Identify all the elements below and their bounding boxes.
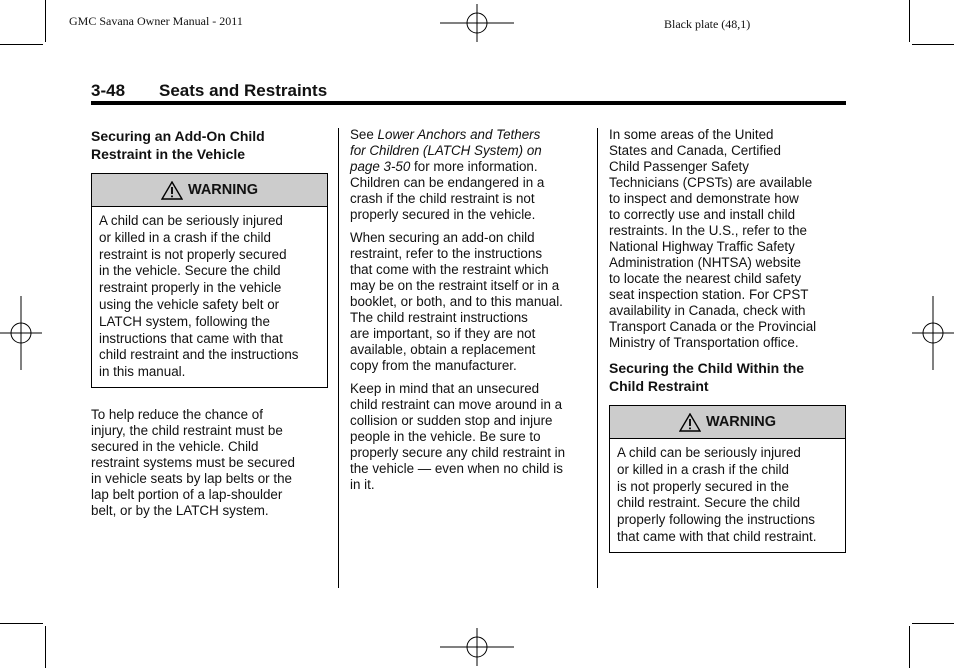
body-paragraph: In some areas of the United States and Canada, Certified Child Passenger Safety Technicians (CPSTs) are available to inspect and demonstrate how to correctly use and install child restraints. In the U.S., refer to the National Highway Traffic Safety Administration (NHTSA) website to locate the nearest child safety seat inspection station. For CPST availability in Canada, check with Transport Canada or the Provincial Ministry of Transportation office. bbox=[609, 127, 817, 350]
column-divider bbox=[597, 128, 598, 588]
column-divider bbox=[338, 128, 339, 588]
trim-mark bbox=[909, 0, 910, 42]
cross-reference-link[interactable]: for Children (LATCH System) on bbox=[350, 143, 542, 158]
cross-reference-link[interactable]: Lower Anchors and Tethers bbox=[377, 127, 541, 142]
warning-triangle-icon bbox=[161, 181, 183, 200]
section-title: Seats and Restraints bbox=[159, 81, 328, 100]
warning-triangle-icon bbox=[679, 413, 701, 432]
warning-label: WARNING bbox=[705, 414, 777, 430]
warning-header bbox=[610, 406, 845, 439]
body-paragraph: When securing an add-on child restraint, refer to the instructions that come with the restraint which may be on the restraint itself or in a booklet, or both, and to this manual. The child restraint instructions are important, so if they are not available, obtain a replacement copy from the manufacturer. bbox=[350, 230, 563, 373]
section-rule bbox=[91, 101, 846, 105]
cross-reference-link[interactable]: page 3-50 bbox=[350, 159, 411, 174]
warning-box bbox=[609, 405, 846, 553]
warning-label: WARNING bbox=[187, 182, 259, 198]
trim-mark bbox=[912, 44, 954, 45]
trim-mark bbox=[909, 626, 910, 668]
body-paragraph: To help reduce the chance of injury, the child restraint must be secured in the vehicle. Child restraint systems must be secured in vehicle seats by lap belts or the lap belt portion of a lap-shoulder belt, or by the LATCH system. bbox=[91, 406, 295, 518]
warning-text: A child can be seriously injured or killed in a crash if the child is not properly secured in the child restraint. Secure the child properly following the instructions that came with that child restraint. bbox=[617, 445, 817, 544]
trim-mark bbox=[0, 44, 43, 45]
trim-mark bbox=[912, 623, 954, 624]
registration-mark-icon bbox=[912, 296, 954, 370]
page-number: 3-48 bbox=[91, 81, 126, 100]
subsection-heading: Securing the Child Within the Child Restraint bbox=[609, 360, 805, 394]
registration-mark-icon bbox=[440, 4, 514, 42]
column-2 bbox=[350, 127, 590, 493]
body-paragraph: Keep in mind that an unsecured child restraint can move around in a collision or sudden stop and injure people in the vehicle. Be sure to properly secure any child restraint in the vehicle — even when no child is in it. bbox=[350, 381, 566, 492]
trim-mark bbox=[0, 623, 43, 624]
column-3 bbox=[609, 127, 846, 553]
running-header-plate: Black plate (48,1) bbox=[664, 17, 751, 31]
running-header-title: GMC Savana Owner Manual - 2011 bbox=[69, 14, 243, 28]
column-1 bbox=[91, 127, 328, 519]
warning-text: A child can be seriously injured or killed in a crash if the child restraint is not properly secured in the vehicle. Secure the child restraint properly in the vehicle using the vehicle safety belt or LATCH system, following the instructions that came with that child restraint and the instructions in this manual. bbox=[99, 213, 299, 380]
warning-header bbox=[92, 174, 327, 207]
trim-mark bbox=[45, 626, 46, 668]
warning-box bbox=[91, 173, 328, 388]
trim-mark bbox=[45, 0, 46, 42]
registration-mark-icon bbox=[440, 628, 514, 666]
registration-mark-icon bbox=[0, 296, 42, 370]
subsection-heading: Securing an Add-On Child Restraint in the Vehicle bbox=[91, 128, 265, 162]
body-paragraph: See Lower Anchors and Tethers for Children (LATCH System) on page 3-50 for more information. Children can be endangered in a crash if the child restraint is not properly secured in the vehicle. bbox=[350, 127, 590, 223]
